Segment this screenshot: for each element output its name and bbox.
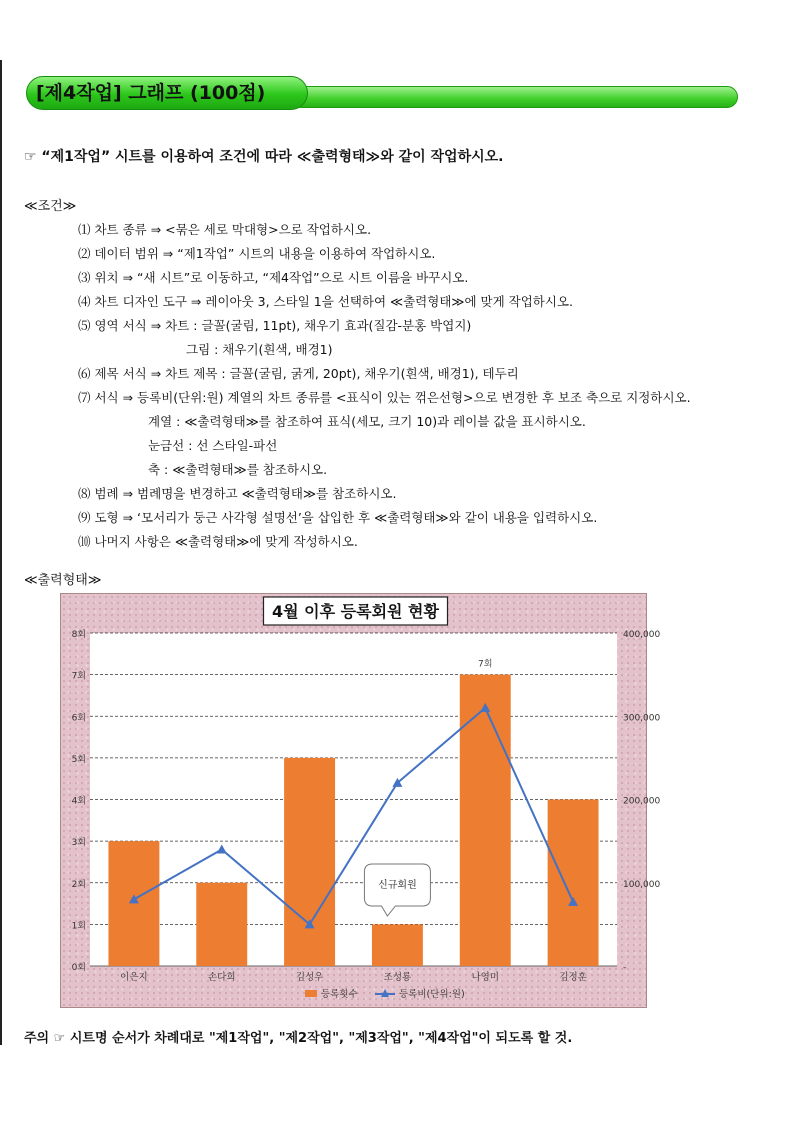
data-label: 7회 bbox=[478, 659, 493, 670]
condition-item: ⑸ 영역 서식 ⇒ 차트 : 글꼴(굴림, 11pt), 채우기 효과(질감-분홍 박엽지) bbox=[78, 318, 472, 333]
y2-tick-label: 100,000 bbox=[623, 879, 661, 890]
bar bbox=[548, 800, 599, 967]
bar bbox=[284, 758, 335, 966]
x-tick-label: 김정훈 bbox=[559, 972, 587, 983]
bar bbox=[460, 675, 511, 966]
condition-item: ⑹ 제목 서식 ⇒ 차트 제목 : 글꼴(굴림, 굵게, 20pt), 채우기(흰색, 배경1), 테두리 bbox=[78, 366, 519, 381]
y2-tick-label: 200,000 bbox=[623, 796, 661, 807]
task-instruction: ☞ “제1작업” 시트를 이용하여 조건에 따라 ≪출력형태≫와 같이 작업하시오. bbox=[24, 149, 504, 165]
combo-chart bbox=[60, 593, 661, 1008]
y2-tick-label: 300,000 bbox=[623, 713, 661, 724]
output-heading: ≪출력형태≫ bbox=[24, 573, 102, 588]
x-tick-label: 나영미 bbox=[471, 972, 500, 983]
condition-item: ⑴ 차트 종류 ⇒ <묶은 세로 막대형>으로 작업하시오. bbox=[78, 222, 372, 237]
y-tick-label: 8회 bbox=[71, 630, 86, 640]
y-tick-label: 4회 bbox=[71, 796, 86, 807]
condition-item: ⑼ 도형 ⇒ ‘모서리가 둥근 사각형 설명선’을 삽입한 후 ≪출력형태≫와 같이 내용을 입력하시오. bbox=[78, 510, 598, 525]
legend-swatch-bar bbox=[305, 990, 317, 997]
condition-subitem: 축 : ≪출력형태≫를 참조하시오. bbox=[148, 462, 328, 477]
x-tick-label: 김성우 bbox=[295, 972, 324, 983]
y-tick-label: 7회 bbox=[71, 671, 86, 682]
condition-item: ⑶ 위치 ⇒ “새 시트”로 이동하고, “제4작업”으로 시트 이름을 바꾸시오. bbox=[78, 270, 469, 285]
bar bbox=[196, 883, 247, 966]
condition-item: ⑺ 서식 ⇒ 등록비(단위:원) 계열의 차트 종류를 <표식이 있는 꺾은선형>으로 변경한 후 보조 축으로 지정하시오. bbox=[78, 390, 691, 405]
y2-tick-label: - bbox=[623, 963, 627, 973]
page-title: [제4작업] 그래프 (100점) bbox=[36, 82, 266, 104]
condition-item: ⑷ 차트 디자인 도구 ⇒ 레이아웃 3, 스타일 1을 선택하여 ≪출력형태≫에 맞게 작업하시오. bbox=[78, 294, 574, 309]
conditions-heading: ≪조건≫ bbox=[24, 199, 77, 214]
chart-title: 4월 이후 등록회원 현황 bbox=[272, 602, 439, 621]
x-tick-label: 조성룡 bbox=[383, 972, 412, 983]
y-tick-label: 6회 bbox=[71, 713, 86, 724]
y-tick-label: 0회 bbox=[71, 963, 86, 973]
legend-label: 등록비(단위:원) bbox=[399, 989, 465, 1000]
condition-item: ⑵ 데이터 범위 ⇒ “제1작업” 시트의 내용을 이용하여 작업하시오. bbox=[78, 246, 436, 261]
condition-subitem: 계열 : ≪출력형태≫를 참조하여 표식(세모, 크기 10)과 레이블 값을 표시하시오. bbox=[148, 414, 586, 429]
y-tick-label: 5회 bbox=[71, 754, 86, 765]
y-tick-label: 1회 bbox=[71, 921, 86, 932]
condition-item: ⑻ 범례 ⇒ 범례명을 변경하고 ≪출력형태≫를 참조하시오. bbox=[78, 486, 397, 501]
y2-tick-label: 400,000 bbox=[623, 630, 661, 640]
bar bbox=[108, 841, 159, 966]
y-tick-label: 2회 bbox=[71, 879, 86, 890]
left-margin-rule bbox=[0, 60, 2, 1045]
header-banner-tail bbox=[290, 86, 738, 108]
legend-label: 등록횟수 bbox=[321, 989, 358, 1000]
condition-subitem: 눈금선 : 선 스타일-파선 bbox=[148, 438, 278, 453]
condition-item: ⑽ 나머지 사항은 ≪출력형태≫에 맞게 작성하시오. bbox=[78, 534, 358, 549]
bar bbox=[372, 924, 423, 966]
y-tick-label: 3회 bbox=[71, 838, 86, 849]
x-tick-label: 손다희 bbox=[207, 972, 236, 983]
x-tick-label: 이은지 bbox=[120, 972, 148, 983]
callout-text: 신규회원 bbox=[378, 880, 417, 891]
footer-note: 주의 ☞ 시트명 순서가 차례대로 "제1작업", "제2작업", "제3작업", "제4작업"이 되도록 할 것. bbox=[24, 1031, 573, 1046]
condition-subitem: 그림 : 채우기(흰색, 배경1) bbox=[186, 342, 333, 357]
